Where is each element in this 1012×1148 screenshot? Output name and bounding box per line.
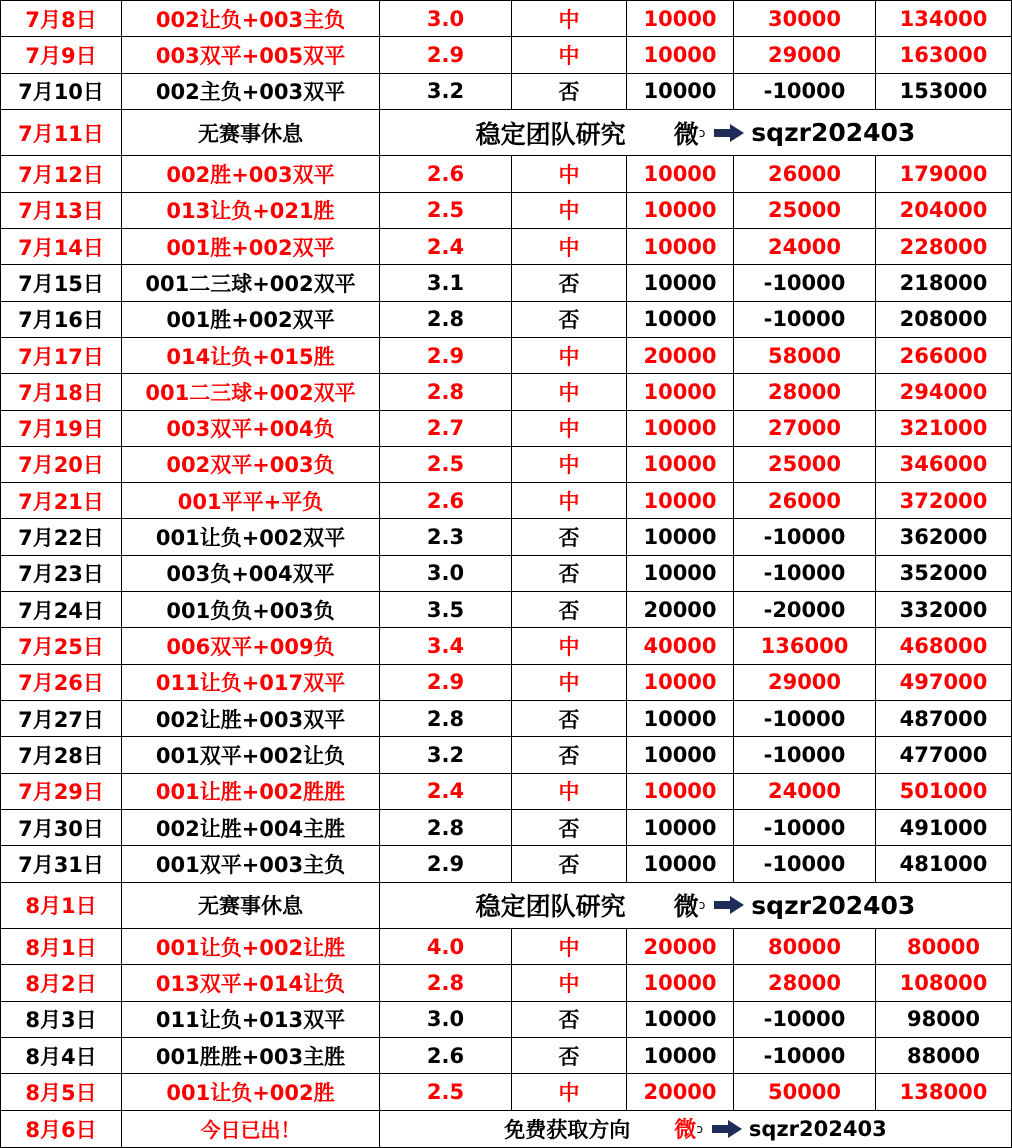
odds-cell: 3.1 bbox=[380, 265, 512, 301]
pick-cell: 006双平+009负 bbox=[122, 628, 380, 664]
pick-cell: 011让负+013双平 bbox=[122, 1001, 380, 1037]
pick-cell: 014让负+015胜 bbox=[122, 337, 380, 373]
table-row bbox=[1, 374, 1012, 410]
date-cell: 7月21日 bbox=[1, 483, 122, 519]
right-arrow-icon bbox=[711, 1119, 743, 1139]
stake-cell: 10000 bbox=[627, 701, 734, 737]
result-cell: 中 bbox=[512, 928, 627, 964]
odds-cell: 2.8 bbox=[380, 301, 512, 337]
table-row bbox=[1, 337, 1012, 373]
odds-cell: 3.5 bbox=[380, 592, 512, 628]
odds-cell: 2.3 bbox=[380, 519, 512, 555]
date-cell: 7月24日 bbox=[1, 592, 122, 628]
promo-banner bbox=[476, 887, 916, 923]
profit-cell: 58000 bbox=[734, 337, 876, 373]
stake-cell: 10000 bbox=[627, 410, 734, 446]
wechat-label: 微 bbox=[673, 892, 699, 922]
profit-cell: -10000 bbox=[734, 1001, 876, 1037]
stake-cell: 10000 bbox=[627, 374, 734, 410]
balance-cell: 481000 bbox=[876, 846, 1012, 882]
result-cell: 否 bbox=[512, 555, 627, 591]
balance-cell: 362000 bbox=[876, 519, 1012, 555]
result-cell: 中 bbox=[512, 664, 627, 700]
balance-cell: 468000 bbox=[876, 628, 1012, 664]
profit-cell: 50000 bbox=[734, 1074, 876, 1110]
date-cell: 7月9日 bbox=[1, 37, 122, 73]
pick-cell: 002让负+003主负 bbox=[122, 1, 380, 37]
stake-cell: 10000 bbox=[627, 773, 734, 809]
date-cell: 7月18日 bbox=[1, 374, 122, 410]
pick-cell: 013让负+021胜 bbox=[122, 192, 380, 228]
stake-cell: 10000 bbox=[627, 809, 734, 845]
date-cell: 8月3日 bbox=[1, 1001, 122, 1037]
notice-cell: 今日已出！ bbox=[122, 1110, 380, 1147]
odds-cell: 2.9 bbox=[380, 37, 512, 73]
pick-cell: 002让胜+003双平 bbox=[122, 701, 380, 737]
stake-cell: 40000 bbox=[627, 628, 734, 664]
pick-cell: 003双平+005双平 bbox=[122, 37, 380, 73]
result-cell: 否 bbox=[512, 737, 627, 773]
balance-cell: 487000 bbox=[876, 701, 1012, 737]
stake-cell: 10000 bbox=[627, 73, 734, 109]
profit-cell: 24000 bbox=[734, 773, 876, 809]
stake-cell: 10000 bbox=[627, 156, 734, 192]
result-cell: 否 bbox=[512, 701, 627, 737]
promo-banner bbox=[476, 115, 916, 151]
result-cell: 否 bbox=[512, 1037, 627, 1073]
stake-cell: 10000 bbox=[627, 192, 734, 228]
promo-cell bbox=[380, 1110, 1012, 1147]
profit-cell: -10000 bbox=[734, 265, 876, 301]
pick-cell: 001双平+003主负 bbox=[122, 846, 380, 882]
profit-cell: -10000 bbox=[734, 737, 876, 773]
table-row bbox=[1, 701, 1012, 737]
stake-cell: 20000 bbox=[627, 1074, 734, 1110]
profit-cell: 28000 bbox=[734, 965, 876, 1001]
pick-cell: 002双平+003负 bbox=[122, 446, 380, 482]
odds-cell: 2.7 bbox=[380, 410, 512, 446]
odds-cell: 2.9 bbox=[380, 664, 512, 700]
stake-cell: 10000 bbox=[627, 1037, 734, 1073]
date-cell: 7月17日 bbox=[1, 337, 122, 373]
profit-cell: -10000 bbox=[734, 519, 876, 555]
pick-cell: 001平平+平负 bbox=[122, 483, 380, 519]
odds-cell: 2.8 bbox=[380, 374, 512, 410]
date-cell: 7月31日 bbox=[1, 846, 122, 882]
wechat-account: sqzr202403 bbox=[751, 118, 916, 148]
balance-cell: 294000 bbox=[876, 374, 1012, 410]
odds-cell: 2.8 bbox=[380, 809, 512, 845]
pick-cell: 001让负+002让胜 bbox=[122, 928, 380, 964]
balance-cell: 501000 bbox=[876, 773, 1012, 809]
promo-text: 稳定团队研究 bbox=[475, 892, 626, 922]
wechat-sub-glyph: ↄ bbox=[696, 1121, 703, 1136]
table-row bbox=[1, 628, 1012, 664]
balance-cell: 138000 bbox=[876, 1074, 1012, 1110]
wechat-account: sqzr202403 bbox=[748, 1116, 887, 1141]
stake-cell: 10000 bbox=[627, 37, 734, 73]
table-row bbox=[1, 664, 1012, 700]
profit-cell: 24000 bbox=[734, 228, 876, 264]
odds-cell: 2.8 bbox=[380, 965, 512, 1001]
result-cell: 中 bbox=[512, 446, 627, 482]
date-cell: 7月14日 bbox=[1, 228, 122, 264]
balance-cell: 497000 bbox=[876, 664, 1012, 700]
odds-cell: 3.0 bbox=[380, 1001, 512, 1037]
pick-cell: 011让负+017双平 bbox=[122, 664, 380, 700]
stake-cell: 10000 bbox=[627, 519, 734, 555]
odds-cell: 3.4 bbox=[380, 628, 512, 664]
table-row bbox=[1, 592, 1012, 628]
profit-cell: -20000 bbox=[734, 592, 876, 628]
table-row bbox=[1, 483, 1012, 519]
result-cell: 中 bbox=[512, 228, 627, 264]
table-row bbox=[1, 1037, 1012, 1073]
date-cell: 8月5日 bbox=[1, 1074, 122, 1110]
profit-cell: 29000 bbox=[734, 664, 876, 700]
stake-cell: 10000 bbox=[627, 228, 734, 264]
profit-cell: 25000 bbox=[734, 446, 876, 482]
right-arrow-icon bbox=[713, 895, 745, 915]
date-cell: 7月23日 bbox=[1, 555, 122, 591]
profit-cell: 26000 bbox=[734, 156, 876, 192]
pick-cell: 001负负+003负 bbox=[122, 592, 380, 628]
stake-cell: 10000 bbox=[627, 1, 734, 37]
pick-cell: 001双平+002让负 bbox=[122, 737, 380, 773]
odds-cell: 2.6 bbox=[380, 156, 512, 192]
stake-cell: 10000 bbox=[627, 446, 734, 482]
balance-cell: 266000 bbox=[876, 337, 1012, 373]
profit-cell: 27000 bbox=[734, 410, 876, 446]
wechat-label: 微 bbox=[673, 119, 699, 149]
profit-cell: -10000 bbox=[734, 846, 876, 882]
pick-cell: 001让负+002胜 bbox=[122, 1074, 380, 1110]
result-cell: 否 bbox=[512, 846, 627, 882]
result-cell: 否 bbox=[512, 592, 627, 628]
date-cell: 8月6日 bbox=[1, 1110, 122, 1147]
profit-cell: -10000 bbox=[734, 1037, 876, 1073]
promo-text: 稳定团队研究 bbox=[475, 119, 626, 149]
pick-cell: 001让负+002双平 bbox=[122, 519, 380, 555]
table-row bbox=[1, 846, 1012, 882]
result-cell: 否 bbox=[512, 73, 627, 109]
pick-cell: 001胜+002双平 bbox=[122, 228, 380, 264]
odds-cell: 2.4 bbox=[380, 773, 512, 809]
pick-cell: 002让胜+004主胜 bbox=[122, 809, 380, 845]
odds-cell: 2.9 bbox=[380, 846, 512, 882]
profit-cell: 25000 bbox=[734, 192, 876, 228]
table-row bbox=[1, 1074, 1012, 1110]
promo-cell bbox=[380, 109, 1012, 155]
result-cell: 中 bbox=[512, 37, 627, 73]
result-cell: 中 bbox=[512, 1, 627, 37]
balance-cell: 134000 bbox=[876, 1, 1012, 37]
stake-cell: 20000 bbox=[627, 928, 734, 964]
pick-cell: 001胜+002双平 bbox=[122, 301, 380, 337]
table-row bbox=[1, 265, 1012, 301]
table-row bbox=[1, 965, 1012, 1001]
result-cell: 否 bbox=[512, 809, 627, 845]
table-row bbox=[1, 882, 1012, 928]
table-row bbox=[1, 1, 1012, 37]
wechat-account: sqzr202403 bbox=[751, 890, 916, 920]
balance-cell: 352000 bbox=[876, 555, 1012, 591]
result-cell: 中 bbox=[512, 192, 627, 228]
pick-cell: 002胜+003双平 bbox=[122, 156, 380, 192]
stake-cell: 10000 bbox=[627, 965, 734, 1001]
balance-cell: 108000 bbox=[876, 965, 1012, 1001]
profit-cell: 136000 bbox=[734, 628, 876, 664]
table-row bbox=[1, 809, 1012, 845]
balance-cell: 208000 bbox=[876, 301, 1012, 337]
profit-cell: 26000 bbox=[734, 483, 876, 519]
table-row bbox=[1, 156, 1012, 192]
table-row bbox=[1, 109, 1012, 155]
profit-cell: -10000 bbox=[734, 809, 876, 845]
stake-cell: 10000 bbox=[627, 483, 734, 519]
odds-cell: 3.0 bbox=[380, 555, 512, 591]
date-cell: 7月11日 bbox=[1, 109, 122, 155]
date-cell: 7月30日 bbox=[1, 809, 122, 845]
results-table-body bbox=[1, 1, 1012, 1148]
table-row bbox=[1, 1110, 1012, 1147]
table-row bbox=[1, 228, 1012, 264]
date-cell: 7月16日 bbox=[1, 301, 122, 337]
odds-cell: 3.2 bbox=[380, 73, 512, 109]
profit-cell: 30000 bbox=[734, 1, 876, 37]
date-cell: 7月13日 bbox=[1, 192, 122, 228]
odds-cell: 4.0 bbox=[380, 928, 512, 964]
stake-cell: 20000 bbox=[627, 337, 734, 373]
result-cell: 中 bbox=[512, 374, 627, 410]
balance-cell: 163000 bbox=[876, 37, 1012, 73]
stake-cell: 10000 bbox=[627, 846, 734, 882]
date-cell: 8月1日 bbox=[1, 928, 122, 964]
promo-cell bbox=[380, 882, 1012, 928]
stake-cell: 10000 bbox=[627, 301, 734, 337]
balance-cell: 88000 bbox=[876, 1037, 1012, 1073]
profit-cell: 80000 bbox=[734, 928, 876, 964]
notice-cell: 无赛事休息 bbox=[122, 109, 380, 155]
pick-cell: 001胜胜+003主胜 bbox=[122, 1037, 380, 1073]
wechat-label: 微 bbox=[674, 1118, 697, 1144]
pick-cell: 001让胜+002胜胜 bbox=[122, 773, 380, 809]
date-cell: 7月12日 bbox=[1, 156, 122, 192]
table-row bbox=[1, 73, 1012, 109]
odds-cell: 2.5 bbox=[380, 1074, 512, 1110]
date-cell: 7月28日 bbox=[1, 737, 122, 773]
date-cell: 7月29日 bbox=[1, 773, 122, 809]
date-cell: 7月19日 bbox=[1, 410, 122, 446]
balance-cell: 477000 bbox=[876, 737, 1012, 773]
balance-cell: 98000 bbox=[876, 1001, 1012, 1037]
table-row bbox=[1, 301, 1012, 337]
table-row bbox=[1, 928, 1012, 964]
profit-cell: -10000 bbox=[734, 701, 876, 737]
profit-cell: -10000 bbox=[734, 301, 876, 337]
result-cell: 否 bbox=[512, 1001, 627, 1037]
result-cell: 中 bbox=[512, 156, 627, 192]
result-cell: 中 bbox=[512, 965, 627, 1001]
odds-cell: 2.8 bbox=[380, 701, 512, 737]
date-cell: 7月15日 bbox=[1, 265, 122, 301]
date-cell: 8月2日 bbox=[1, 965, 122, 1001]
date-cell: 7月22日 bbox=[1, 519, 122, 555]
date-cell: 8月4日 bbox=[1, 1037, 122, 1073]
stake-cell: 10000 bbox=[627, 737, 734, 773]
table-row bbox=[1, 410, 1012, 446]
profit-cell: -10000 bbox=[734, 73, 876, 109]
promo-text: 免费获取方向 bbox=[504, 1117, 631, 1142]
promo-banner bbox=[504, 1113, 886, 1144]
table-row bbox=[1, 192, 1012, 228]
pick-cell: 013双平+014让负 bbox=[122, 965, 380, 1001]
balance-cell: 153000 bbox=[876, 73, 1012, 109]
wechat-sub-glyph: ↄ bbox=[698, 898, 706, 913]
odds-cell: 2.6 bbox=[380, 483, 512, 519]
result-cell: 中 bbox=[512, 410, 627, 446]
balance-cell: 179000 bbox=[876, 156, 1012, 192]
odds-cell: 2.6 bbox=[380, 1037, 512, 1073]
balance-cell: 204000 bbox=[876, 192, 1012, 228]
table-row bbox=[1, 519, 1012, 555]
pick-cell: 003双平+004负 bbox=[122, 410, 380, 446]
odds-cell: 2.5 bbox=[380, 446, 512, 482]
stake-cell: 20000 bbox=[627, 592, 734, 628]
table-row bbox=[1, 37, 1012, 73]
balance-cell: 346000 bbox=[876, 446, 1012, 482]
odds-cell: 3.0 bbox=[380, 1, 512, 37]
pick-cell: 001二三球+002双平 bbox=[122, 374, 380, 410]
odds-cell: 2.5 bbox=[380, 192, 512, 228]
profit-cell: 29000 bbox=[734, 37, 876, 73]
table-row bbox=[1, 1001, 1012, 1037]
odds-cell: 2.9 bbox=[380, 337, 512, 373]
date-cell: 7月20日 bbox=[1, 446, 122, 482]
result-cell: 否 bbox=[512, 265, 627, 301]
date-cell: 7月26日 bbox=[1, 664, 122, 700]
result-cell: 否 bbox=[512, 519, 627, 555]
date-cell: 7月8日 bbox=[1, 1, 122, 37]
table-row bbox=[1, 555, 1012, 591]
stake-cell: 10000 bbox=[627, 555, 734, 591]
result-cell: 中 bbox=[512, 483, 627, 519]
balance-cell: 332000 bbox=[876, 592, 1012, 628]
date-cell: 7月25日 bbox=[1, 628, 122, 664]
balance-cell: 321000 bbox=[876, 410, 1012, 446]
pick-cell: 003负+004双平 bbox=[122, 555, 380, 591]
stake-cell: 10000 bbox=[627, 664, 734, 700]
odds-cell: 3.2 bbox=[380, 737, 512, 773]
result-cell: 中 bbox=[512, 773, 627, 809]
stake-cell: 10000 bbox=[627, 1001, 734, 1037]
profit-cell: -10000 bbox=[734, 555, 876, 591]
result-cell: 中 bbox=[512, 628, 627, 664]
balance-cell: 218000 bbox=[876, 265, 1012, 301]
notice-cell: 无赛事休息 bbox=[122, 882, 380, 928]
table-row bbox=[1, 446, 1012, 482]
right-arrow-icon bbox=[713, 123, 745, 143]
date-cell: 7月10日 bbox=[1, 73, 122, 109]
wechat-sub-glyph: ↄ bbox=[698, 125, 706, 140]
date-cell: 7月27日 bbox=[1, 701, 122, 737]
table-row bbox=[1, 737, 1012, 773]
balance-cell: 228000 bbox=[876, 228, 1012, 264]
date-cell: 8月1日 bbox=[1, 882, 122, 928]
balance-cell: 80000 bbox=[876, 928, 1012, 964]
result-cell: 中 bbox=[512, 1074, 627, 1110]
pick-cell: 002主负+003双平 bbox=[122, 73, 380, 109]
odds-cell: 2.4 bbox=[380, 228, 512, 264]
result-cell: 否 bbox=[512, 301, 627, 337]
balance-cell: 372000 bbox=[876, 483, 1012, 519]
stake-cell: 10000 bbox=[627, 265, 734, 301]
balance-cell: 491000 bbox=[876, 809, 1012, 845]
table-row bbox=[1, 773, 1012, 809]
result-cell: 中 bbox=[512, 337, 627, 373]
profit-cell: 28000 bbox=[734, 374, 876, 410]
pick-cell: 001二三球+002双平 bbox=[122, 265, 380, 301]
